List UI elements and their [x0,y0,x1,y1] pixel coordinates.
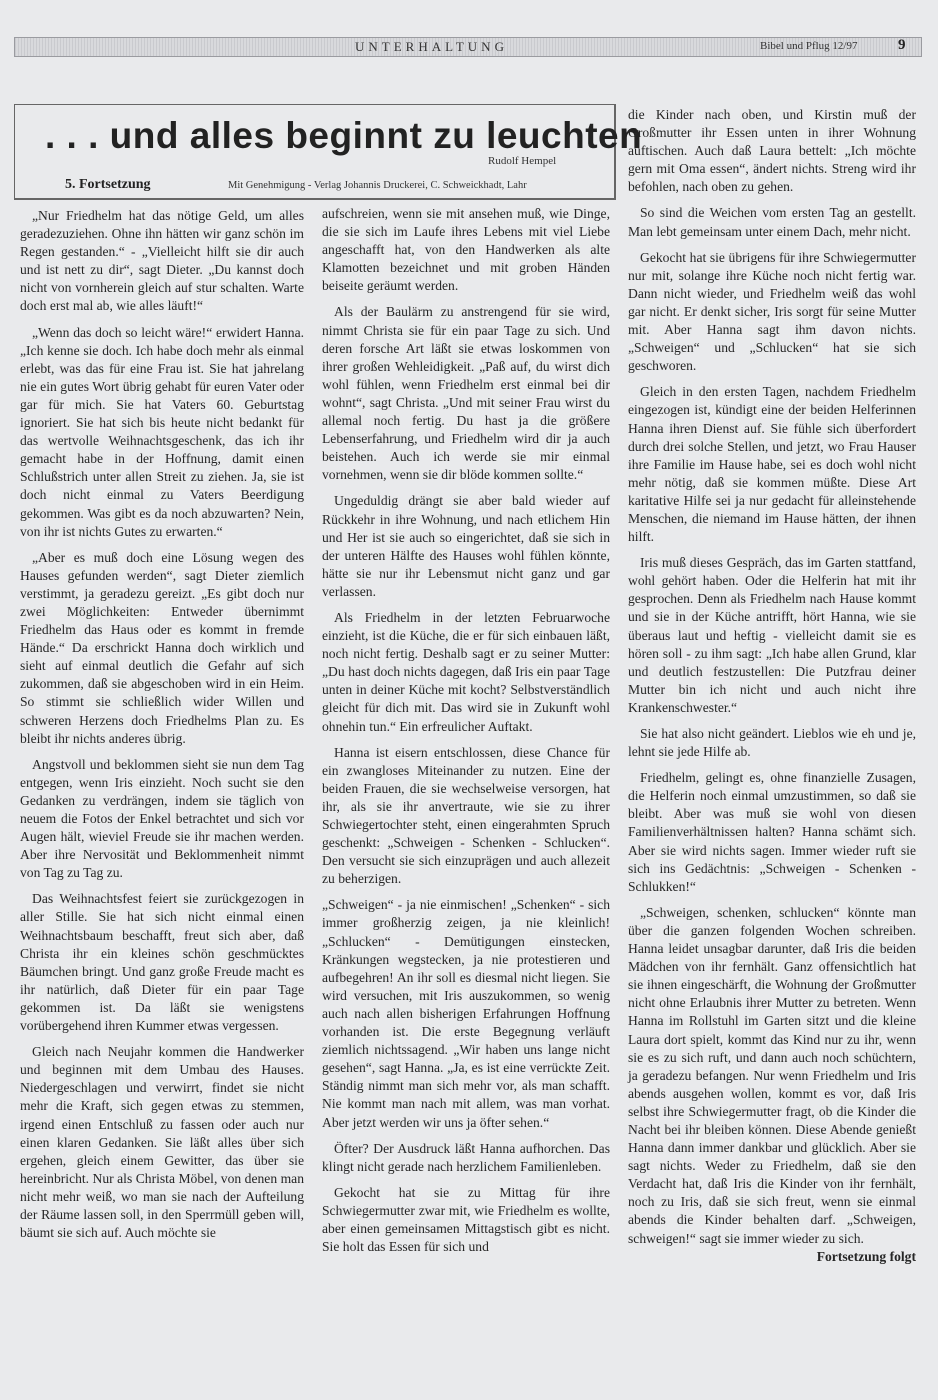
installment-label: 5. Fortsetzung [65,177,151,192]
text-column-2 [322,205,610,1256]
paragraph: Ungeduldig drängt sie aber bald wieder auf Rückkehr in ihre Wohnung, und nach etlichem Hin und Her ist sie auch so eingerichtet, daß sie sich in der unteren Hälfte des Hauses wohl fühlen könnte, hätte sie nur ihr Lebensmut nicht ganz und gar verlassen. [322,493,610,599]
article-author: Rudolf Hempel [488,155,557,167]
paragraph: Friedhelm, gelingt es, ohne finanzielle Zusagen, die Helferin noch einmal umzustimmen, so daß sie bleibt. Aber was muß sie wohl von diesen Familienverhältnissen halten? Hanna schämt sich. Aber sie wird nichts sagen. Immer wieder ruft sie sich ins Gedächtnis: „Schweigen - Schenken - Schlukken!“ [628,770,916,894]
publication-info: Bibel und Pflug 12/97 [760,40,858,52]
continued-label: Fortsetzung folgt [816,1248,916,1264]
paragraph: Als Friedhelm in der letzten Februarwoche einzieht, ist die Küche, die er für sich einbauen läßt, noch nicht fertig. Deshalb sagt er zu seiner Mutter: „Du hast doch nichts dagegen, daß Iris ein paar Tage unten in deiner Küche mit kocht? Selbstverständlich gleicht für dich mit. Das wird sie in Zukunft wohl ohnehin tun.“ Ein erfreulicher Auftakt. [322,609,610,734]
paragraph: „Aber es muß doch eine Lösung wegen des Hauses gefunden werden“, sagt Dieter ziemlich verstimmt, ja geradezu gereizt. „Es gibt doch nur zwei Möglichkeiten: Entweder übernimmt Friedhelm das Haus oder es kommt in fremde Hände.“ Da erschrickt Hanna doch wirklich und sieht auf einmal deutlich die Gefahr auf sich zukommen, daß sie abgeschoben wird in ein Heim. So stimmt sie schließlich wider Willen und schweren Herzens doch Friedhelms Plan zu. Es bleibt ihr nichts anderes übrig. [20,549,304,746]
paragraph: Gekocht hat sie zu Mittag für ihre Schwiegermutter zwar mit, wie Friedhelm es wollte, aber einen gemeinsamen Mittagstisch gibt es nicht. Sie holt das Essen für sich und [322,1184,610,1255]
paragraph: Gleich in den ersten Tagen, nachdem Friedhelm eingezogen ist, kündigt eine der beiden Helferinnen Hanna ihren Dienst auf. Sie fühle sich überfordert durch drei solche Stellen, und jetzt, wo Frau Hauser ihre Familie im Hause habe, sei es doch wohl nicht mehr nötig, daß sie kommen müßte. Diese Art karitative Hilfe sei ja nur gedacht für alleinstehende Menschen, die niemand im Hause hätten, der ihnen hilft. [628,384,916,545]
title-box [14,104,643,200]
paragraph: Gekocht hat sie übrigens für ihre Schwiegermutter nur mit, solange ihre Küche noch nicht fertig war. Dann nicht wieder, und Friedhelm weiß das wohl gar nicht. Er denkt sicher, Iris sorgt für seine Mutter mit. Aber Hanna sagt ihm davon nichts. „Schweigen“ und „Schlucken“ hat sie sich geschworen. [628,249,916,374]
paragraph: Als der Baulärm zu anstrengend für sie wird, nimmt Christa sie für ein paar Tage zu sich. Und deren forsche Art läßt sie etwas loskommen von ihrer großen Wehleidigkeit. „Paß auf, du wirst dich wohl fühlen, wenn Friedhelm erst einmal bei dir wohnt“, sagt Christa. „Und mit seiner Frau wirst du allemal noch fertig. Du hast ja die größere Lebenserfahrung, und Friedhelm wird dir ja auch beistehen. Auch ich werde sie mir einmal vornehmen, wenn sie dir blöde kommen sollte.“ [322,304,610,483]
paragraph: aufschreien, wenn sie mit ansehen muß, wie Dinge, die sie sich im Laufe ihres Lebens mit viel Liebe angeschafft hat, von den Handwerken als alte Klamotten bezeichnet und mit groben Händen beiseite geräumt werden. [322,206,610,294]
publisher-credit: Mit Genehmigung - Verlag Johannis Druckerei, C. Schweickhadt, Lahr [228,180,527,191]
paragraph: „Nur Friedhelm hat das nötige Geld, um alles geradezuziehen. Ohne ihn hätten wir ganz schön im Regen gestanden.“ - „Vielleicht hilft sie dir auch und ist nett zu dir“, sagt Dieter. „Du kannst doch nicht von vornherein gleich auf stur schalten. Warte doch erst mal ab, wie alles läuft!“ [20,208,304,314]
paragraph-text: „Schweigen, schenken, schlucken“ könnte man über die ganzen folgenden Wochen schreiben. Hanna leidet unsagbar darunter, daß Iris die beiden Mädchen von ihr fernhält. Ganz offensichtlich hat sie ihnen eingeschärft, die Wohnung der Großmutter nicht ohne Erlaubnis ihrer Mutter zu betreten. Wenn Hanna im Rollstuhl im Garten sitzt und die kleine Laura dort spielt, kommt das Kind nur zu ihr, wenn sie es zu sich ruft, und dann auch noch schüchtern, ja geradezu befangen. Nur wenn Friedhelm und Iris abends ausgehen wollen, kommt es vor, daß Iris selbst ihre Schwiegermutter fragt, ob die Kinder die Nacht bei ihr bleiben können. Diese Abende genießt Hanna dann immer dankbar und glücklich. Aber sie sagt nichts. Weder zu Friedhelm, daß sie den Verdacht hat, daß Iris die Kinder von ihr fernhält, noch zu Iris, daß sie sich freut, wenn sie einmal abends die Kinder behalten darf. „Schweigen, schweigen!“ sagt sie immer wieder zu sich. [628,904,916,1246]
paragraph: Gleich nach Neujahr kommen die Handwerker und beginnen mit dem Umbau des Hauses. Niedergeschlagen und verwirrt, findet sie nicht mehr die Kraft, sich gegen etwas zu stemmen, irgend einen Entschluß zu fassen oder auch nur einen klaren Gedanken. Sie läßt alles über sich ergehen, gleich einem Gewitter, das über sie hereinbricht. Nur als Christa Möbel, von denen man nicht mehr weiß, wo man sie nach der Aufteilung der Räume lassen soll, in den Sperrmüll geben will, bäumt sie sich auf. Auch möchte sie [20,1044,304,1241]
paragraph: Das Weihnachtsfest feiert sie zurückgezogen in aller Stille. Sie hat sich nicht einmal einen Weihnachtsbaum beschafft, freut sich aber, daß Christa ihr ein kleines schön geschmücktes Bäumchen bringt. Und ganz große Freude macht es ihr natürlich, daß Dieter für ein paar Tage gekommen ist. Da läßt sie wenigstens vorübergehend ihren Kummer etwas vergessen. [20,891,304,1034]
paragraph: So sind die Weichen vom ersten Tag an gestellt. Man lebt gemeinsam unter einem Dach, mehr nicht. [628,205,916,239]
paragraph: „Wenn das doch so leicht wäre!“ erwidert Hanna. „Ich kenne sie doch. Ich habe doch mehr als einmal erlebt, was das für eine Frau ist. Sie hat jahrelang nie ein gutes Wort übrig gehabt für euren Vater oder gar für mich. Sie hat Vaters 60. Geburtstag ignoriert. Sie hat sich bis heute nicht bedankt für das wertvolle Weihnachtsgeschenk, das ich ihr gemacht habe in der Hoffnung, damit einen Schlußstrich unter allen Streit zu ziehen. Ja, sie ist doch nicht einmal zu Vaters Beerdigung gekommen. Was gibt es da noch abzuwarten? Nein, von ihr ist nichts Gutes zu erwarten.“ [20,324,304,539]
page-number: 9 [898,37,906,53]
article-title: . . . und alles beginnt zu leuchten [45,115,643,156]
paragraph: die Kinder nach oben, und Kirstin muß der Großmutter ihr Essen unten in ihrer Wohnung auftischen. Auch daß Laura bettelt: „Ich möchte gern mit Oma essen“, ändert nichts. Streng wird ihr befohlen, nach oben zu gehen. [628,107,916,195]
text-column-3 [628,106,916,1266]
paragraph: Öfter? Der Ausdruck läßt Hanna aufhorchen. Das klingt nicht gerade nach herzlichem Familienleben. [322,1140,610,1174]
text-column-1 [20,207,304,1242]
paragraph: Hanna ist eisern entschlossen, diese Chance für ein zwangloses Miteinander zu nutzen. Eine der beiden Frauen, die sie wechselweise versorgen, hat ihr, als sie ihr anvertraute, wie sie zu ihrer Schwiegertochter steht, einen eingerahmten Spruch geschenkt: „Schweigen - Schenken - Schlucken“. Den versucht sie sich einzuprägen und auch allezeit zu beherzigen. [322,744,610,887]
paragraph: Iris muß dieses Gespräch, das im Garten stattfand, wohl gehört haben. Oder die Helferin hat mit ihr gesprochen. Denn als Friedhelm nach Hause kommt und sie in der Küche antrifft, hört Hanna, wie sie überaus laut und heftig - vielleicht damit sie es hören soll - zu ihm sagt: „Ich habe allen Grund, klar und deutlich festzustellen: Die Putzfrau deiner Mutter bin ich nicht und auch nicht ihre Krankenschwester.“ [628,555,916,715]
section-title: UNTERHALTUNG [355,39,508,54]
paragraph [628,904,916,1264]
paragraph: Sie hat also nicht geändert. Lieblos wie eh und je, lehnt sie jede Hilfe ab. [628,726,916,760]
paragraph: „Schweigen“ - ja nie einmischen! „Schenken“ - sich immer großherzig zeigen, ja nie kleinlich! „Schlucken“ - Demütigungen einstecken, Kränkungen wegstecken, ja nie protestieren und aufbegehren! An ihr soll es diesmal nicht liegen. Sie wird versuchen, mit Iris auszukommen, so wenig auch nach allen bisherigen Erfahrungen Hoffnung vorhanden ist. Die erste Begegnung verläuft ziemlich nichtssagend. „Wir haben uns lange nicht gesehen“, sagt Hanna. „Ja, es ist eine verrückte Zeit. Ständig nimmt man sich mehr vor, als man schafft. Nie kommt man nach mit allem, was man vorhat. Aber jetzt werden wir uns ja öfter sehen.“ [322,897,610,1130]
paragraph: Angstvoll und beklommen sieht sie nun dem Tag entgegen, wenn Iris einzieht. Noch sucht sie den Gedanken zu verdrängen, indem sie täglich von neuem die Fotos der Enkel betrachtet und sich vor Augen hält, wieviel Freude sie ihr machen werden. Aber ihre Nervosität und Beklommenheit nimmt von Tag zu Tag zu. [20,756,304,881]
